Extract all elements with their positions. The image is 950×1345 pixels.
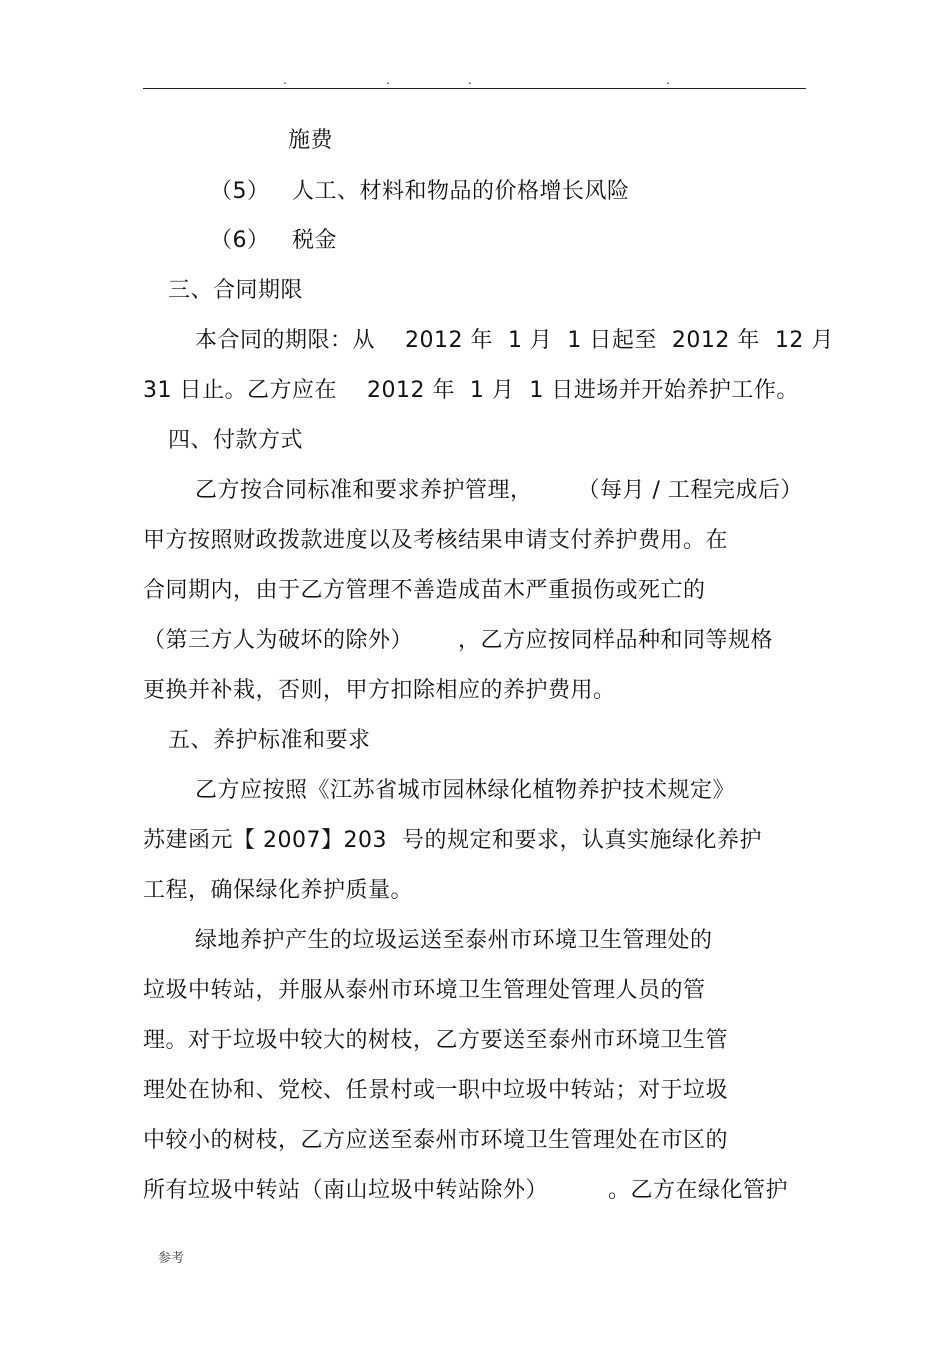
- text-line: （第三方人为破坏的除外） ，乙方应按同样品种和同等规格: [143, 628, 773, 653]
- list-item: （5） 人工、材料和物品的价格增长风险: [210, 179, 630, 204]
- text-line: 甲方按照财政拨款进度以及考核结果申请支付养护费用。在: [143, 528, 729, 553]
- text-line: 本合同的期限：从 2012 年 1 月 1 日起至 2012 年 12 月: [195, 328, 834, 353]
- section-heading: 三、合同期限: [168, 278, 304, 303]
- header-rule: [143, 88, 806, 89]
- section-heading: 四、付款方式: [168, 428, 304, 453]
- text-line: 苏建函元【 2007】203 号的规定和要求，认真实施绿化养护: [143, 828, 762, 853]
- list-item: （6） 税金: [210, 228, 337, 253]
- text-line: 中较小的树枝，乙方应送至泰州市环境卫生管理处在市区的: [143, 1128, 729, 1153]
- header-dot: .: [283, 73, 287, 87]
- text-line: 工程，确保绿化养护质量。: [143, 878, 414, 903]
- text-line: 31 日止。乙方应在 2012 年 1 月 1 日进场并开始养护工作。: [143, 378, 799, 403]
- text-line: 理处在协和、党校、任景村或一职中垃圾中转站；对于垃圾: [143, 1078, 729, 1103]
- header-dot: .: [468, 73, 472, 87]
- text-line: 绿地养护产生的垃圾运送至泰州市环境卫生管理处的: [195, 928, 713, 953]
- text-line: 乙方应按照《江苏省城市园林绿化植物养护技术规定》: [195, 778, 736, 803]
- page-footer-label: 参考: [158, 1251, 185, 1266]
- text-line: 垃圾中转站，并服从泰州市环境卫生管理处管理人员的管: [143, 978, 706, 1003]
- section-heading: 五、养护标准和要求: [168, 728, 371, 753]
- text-line: 所有垃圾中转站（南山垃圾中转站除外） 。乙方在绿化管护: [143, 1178, 788, 1203]
- text-line: 合同期内，由于乙方管理不善造成苗木严重损伤或死亡的: [143, 578, 706, 603]
- header-dot: .: [386, 73, 390, 87]
- text-line: 理。对于垃圾中较大的树枝，乙方要送至泰州市环境卫生管: [143, 1028, 729, 1053]
- text-line: 更换并补栽，否则，甲方扣除相应的养护费用。: [143, 678, 616, 703]
- text-line: 乙方按合同标准和要求养护管理， （每月 / 工程完成后）: [195, 478, 803, 503]
- header-dot: .: [666, 73, 670, 87]
- text-line: 施费: [288, 128, 334, 153]
